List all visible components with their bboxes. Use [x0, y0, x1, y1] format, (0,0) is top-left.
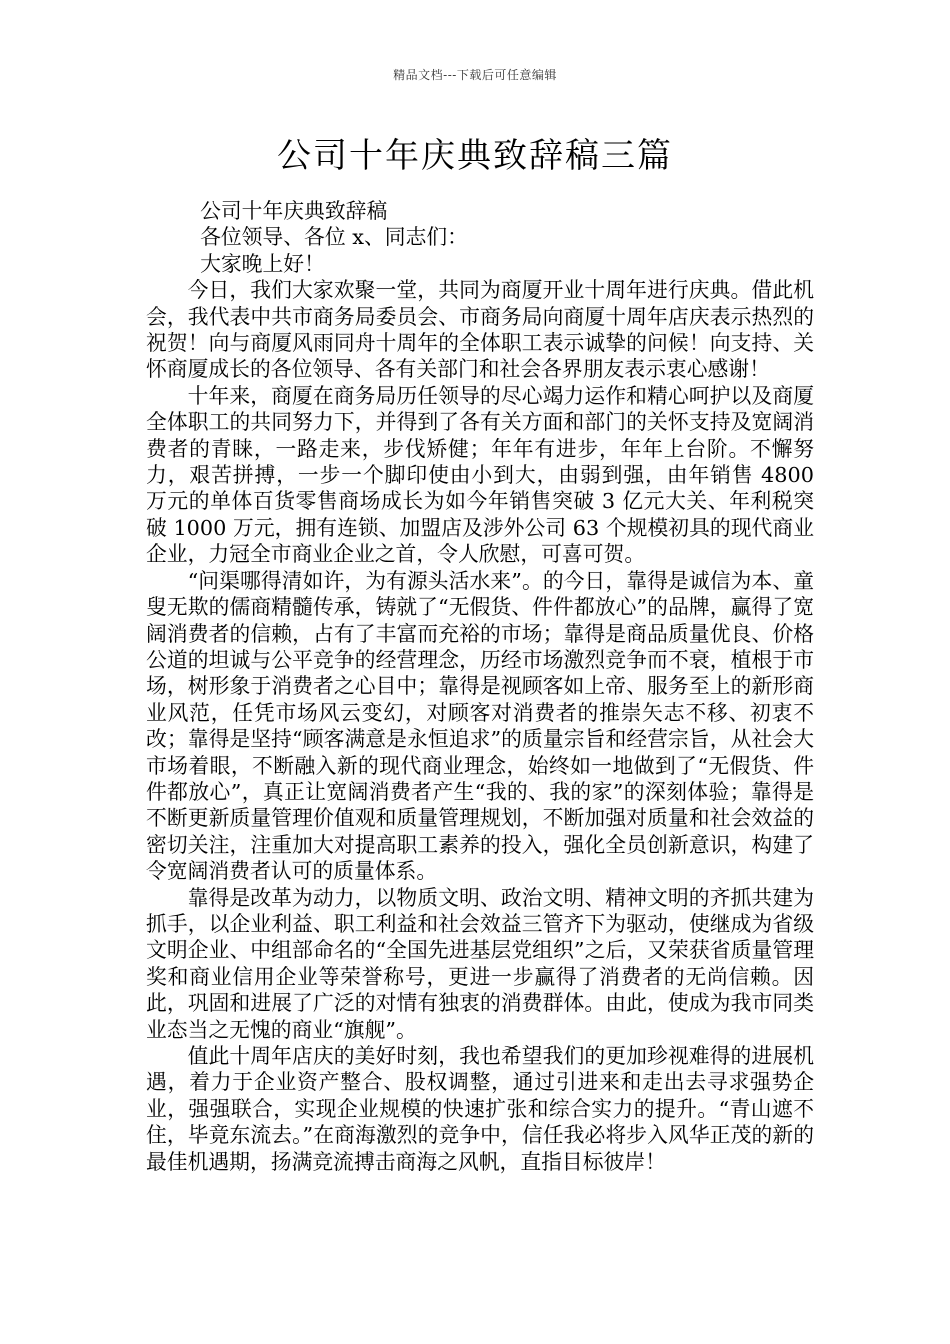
subtitle: 公司十年庆典致辞稿: [200, 199, 388, 223]
document-body: [146, 198, 814, 1175]
page-title: 公司十年庆典致辞稿三篇: [277, 136, 673, 176]
paragraph: 值此十周年店庆的美好时刻，我也希望我们的更加珍视难得的进展机遇，着力于企业资产整合、股权调整，通过引进来和走出去寻求强势企业，强强联合，实现企业规模的快速扩张和综合实力的提升。“青山遮不住，毕竟东流去。”在商海激烈的竞争中，信任我必将步入风华正茂的新的最佳机遇期，扬满竞流搏击商海之风帆，直指目标彼岸！: [146, 1044, 814, 1174]
paragraph: 十年来，商厦在商务局历任领导的尽心竭力运作和精心呵护以及商厦全体职工的共同努力下，并得到了各有关方面和部门的关怀支持及宽阔消费者的青睐，一路走来，步伐矫健；年年有进步，年年上台阶。不懈努力，艰苦拼搏，一步一个脚印使由小到大，由弱到强，由年销售 4800 万元的单体百货零售商场成长为如今年销售突破 3 亿元大关、年利税突破 1000 万元，拥有连锁、加盟店及涉外公司 63 个规模初具的现代商业企业，力冠全市商业企业之首，令人欣慰，可喜可贺。: [146, 383, 814, 567]
paragraph: 靠得是改革为动力，以物质文明、政治文明、精神文明的齐抓共建为抓手，以企业利益、职工利益和社会效益三管齐下为驱动，使继成为省级文明企业、中组部命名的“全国先进基层党组织”之后，又荣获省质量管理奖和商业信用企业等荣誉称号，更进一步赢得了消费者的无尚信赖。因此，巩固和进展了广泛的对情有独衷的消费群体。由此，使成为我市同类业态当之无愧的商业“旗舰”。: [146, 885, 814, 1042]
paragraph: 今日，我们大家欢聚一堂，共同为商厦开业十周年进行庆典。借此机会，我代表中共市商务局委员会、市商务局向商厦十周年店庆表示热烈的祝贺！向与商厦风雨同舟十周年的全体职工表示诚挚的问候！向支持、关怀商厦成长的各位领导、各有关部门和社会各界朋友表示衷心感谢！: [146, 278, 814, 382]
salutation: 各位领导、各位 x、同志们：: [200, 225, 468, 250]
paragraph: “问渠哪得清如许，为有源头活水来”。的今日，靠得是诚信为本、童叟无欺的儒商精髓传承，铸就了“无假货、件件都放心”的品牌，赢得了宽阔消费者的信赖，占有了丰富而充裕的市场；靠得是商品质量优良、价格公道的坦诚与公平竞争的经营理念，历经市场激烈竞争而不衰，植根于市场，树形象于消费者之心目中；靠得是视顾客如上帝、服务至上的新形商业风范，任凭市场风云变幻，对顾客对消费者的推崇矢志不移、初衷不改；靠得是坚持“顾客满意是永恒追求”的质量宗旨和经营宗旨，从社会大市场着眼，不断融入新的现代商业理念，始终如一地做到了“无假货、件件都放心”，真正让宽阔消费者产生“我的、我的家”的深刻体验；靠得是不断更新质量管理价值观和质量管理规划，不断加强对质量和社会效益的密切关注，注重加大对提高职工素养的投入，强化全员创新意识，构建了令宽阔消费者认可的质量体系。: [146, 568, 814, 884]
greeting: 大家晚上好！: [200, 251, 325, 276]
header-note: 精品文档---下载后可任意编辑: [393, 68, 557, 82]
